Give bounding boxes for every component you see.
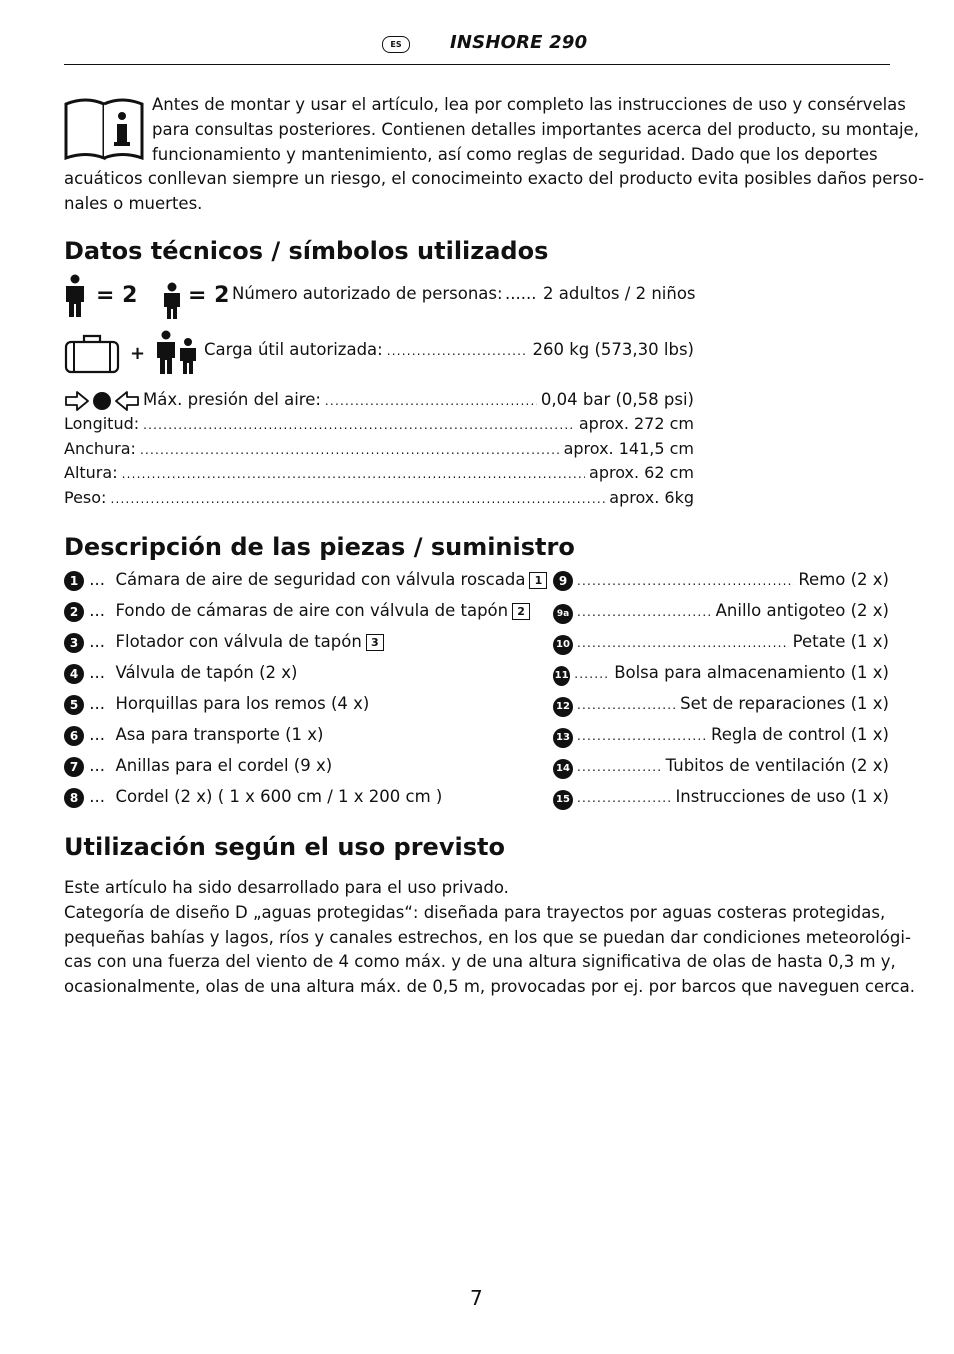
figure-ref-box: 1 [529,572,547,589]
leader-dots [577,760,662,774]
item-text: Petate (1 x) [792,632,889,651]
section-heading-parts: Descripción de las piezas / suministro [64,533,575,561]
children-count: = 2 [188,283,230,308]
spec-value: aprox. 141,5 cm [563,439,694,458]
item-number: 4 [64,664,84,684]
item-text: Anillas para el cordel (9 x) [115,756,333,775]
leader-dots [140,443,560,457]
item-dots: ... [89,632,105,651]
leader-dots [325,394,537,408]
list-item [64,632,384,653]
item-number: 11 [553,666,570,686]
figure-ref-box: 3 [366,634,384,651]
item-dots: ... [89,787,105,806]
usage-line-5: ocasionalmente, olas de una altura máx. de 0,5 m, provocadas por ej. por barcos que naveguen cerca. [64,977,915,996]
usage-line-2: Categoría de diseño D „aguas protegidas“: diseñada para trayectos por aguas costeras protegidas, [64,903,886,922]
list-item [553,725,889,748]
item-number: 1 [64,571,84,591]
list-item [553,663,889,686]
item-number: 7 [64,757,84,777]
item-dots: ... [89,725,105,744]
spec-row-height [64,463,694,482]
list-item [64,725,323,746]
list-item [553,787,889,810]
intro-line-4: acuáticos conllevan siempre un riesgo, el conocimeinto exacto del producto evita posibles daños perso- [64,169,925,188]
load-value: 260 kg (573,30 lbs) [532,340,694,359]
leader-dots [577,791,671,805]
section-heading-tech: Datos técnicos / símbolos utilizados [64,237,549,265]
spec-row-width [64,439,694,458]
leader-dots [577,574,794,588]
item-text: Flotador con válvula de tapón [115,632,362,651]
list-item [64,694,369,715]
intro-line-3: funcionamiento y mantenimiento, así como reglas de seguridad. Dado que los deportes [152,145,878,164]
list-item [64,601,530,622]
leader-dots [577,698,676,712]
page-number: 7 [470,1286,483,1310]
item-text: Válvula de tapón (2 x) [115,663,298,682]
spec-row-weight [64,488,694,507]
list-item [553,632,889,655]
list-item [553,570,889,591]
persons-group-icon [154,330,200,376]
usage-line-3: pequeñas bahías y lagos, ríos y canales estrechos, en los que se puedan dar condiciones meteorológi- [64,928,911,947]
list-item [553,694,889,717]
leader-dots [110,492,605,506]
item-number: 3 [64,633,84,653]
intro-line-1: Antes de montar y usar el artículo, lea por completo las instrucciones de uso y consérvelas [152,95,906,114]
item-text: Cámara de aire de seguridad con válvula roscada [115,570,526,589]
item-text: Horquillas para los remos (4 x) [115,694,370,713]
leader-dots [122,467,585,481]
item-dots: ... [89,694,105,713]
item-number: 2 [64,602,84,622]
item-number: 9 [553,571,573,591]
leader-dots [143,418,575,432]
load-label: Carga útil autorizada: [204,340,383,359]
item-text: Regla de control (1 x) [711,725,889,744]
item-number: 14 [553,759,573,779]
item-dots: ... [89,663,105,682]
leader-dots [387,344,529,358]
item-text: Fondo de cámaras de aire con válvula de tapón [115,601,509,620]
item-number: 10 [553,635,573,655]
list-item [64,787,442,808]
item-text: Cordel (2 x) ( 1 x 600 cm / 1 x 200 cm ) [115,787,443,806]
figure-ref-box: 2 [512,603,530,620]
language-badge: ES [382,36,410,53]
luggage-icon [64,334,120,374]
load-plus: + [130,343,146,364]
item-dots: ... [89,570,105,589]
section-heading-usage: Utilización según el uso previsto [64,833,505,861]
list-item [553,601,889,624]
leader-dots [577,605,712,619]
item-number: 15 [553,790,573,810]
persons-dots: ...... [505,284,537,303]
item-text: Set de reparaciones (1 x) [680,694,889,713]
spec-row-length [64,414,694,433]
usage-line-1: Este artículo ha sido desarrollado para el uso privado. [64,878,509,897]
leader-dots [574,667,610,681]
adults-count: = 2 [96,283,138,308]
item-text: Asa para transporte (1 x) [115,725,324,744]
list-item [64,663,297,684]
air-pressure-icon [64,390,140,412]
item-number: 5 [64,695,84,715]
intro-line-5: nales o muertes. [64,194,203,213]
pressure-label: Máx. presión del aire: [143,390,321,409]
item-number: 9a [553,604,573,624]
list-item [64,570,547,591]
usage-line-4: cas con una fuerza del viento de 4 como máx. y de una altura significativa de olas de hasta 0,3 m y, [64,952,896,971]
list-item [553,756,889,779]
leader-dots [577,636,789,650]
child-person-icon [162,282,182,320]
spec-label: Longitud: [64,414,140,433]
item-text: Anillo antigoteo (2 x) [715,601,889,620]
item-number: 8 [64,788,84,808]
item-dots: ... [89,601,105,620]
item-text: Instrucciones de uso (1 x) [675,787,889,806]
adult-person-icon [64,274,86,318]
item-text: Bolsa para almacenamiento (1 x) [614,663,889,682]
item-text: Remo (2 x) [798,570,889,589]
spec-value: aprox. 272 cm [578,414,694,433]
spec-label: Altura: [64,463,118,482]
item-dots: ... [89,756,105,775]
item-text: Tubitos de ventilación (2 x) [665,756,889,775]
persons-label: Número autorizado de personas: [232,284,503,303]
spec-value: aprox. 62 cm [589,463,694,482]
spec-value: aprox. 6kg [609,488,694,507]
item-number: 13 [553,728,573,748]
leader-dots [577,729,707,743]
list-item [64,756,332,777]
item-number: 6 [64,726,84,746]
pressure-row [143,390,694,409]
intro-line-2: para consultas posteriores. Contienen detalles importantes acerca del producto, su montaje, [152,120,919,139]
load-row [204,340,694,359]
pressure-value: 0,04 bar (0,58 psi) [540,390,694,409]
spec-label: Peso: [64,488,107,507]
book-info-icon [64,96,146,162]
item-number: 12 [553,697,573,717]
model-title: INSHORE 290 [450,32,588,53]
page-header [64,30,890,65]
persons-value: 2 adultos / 2 niños [543,284,696,303]
spec-label: Anchura: [64,439,136,458]
